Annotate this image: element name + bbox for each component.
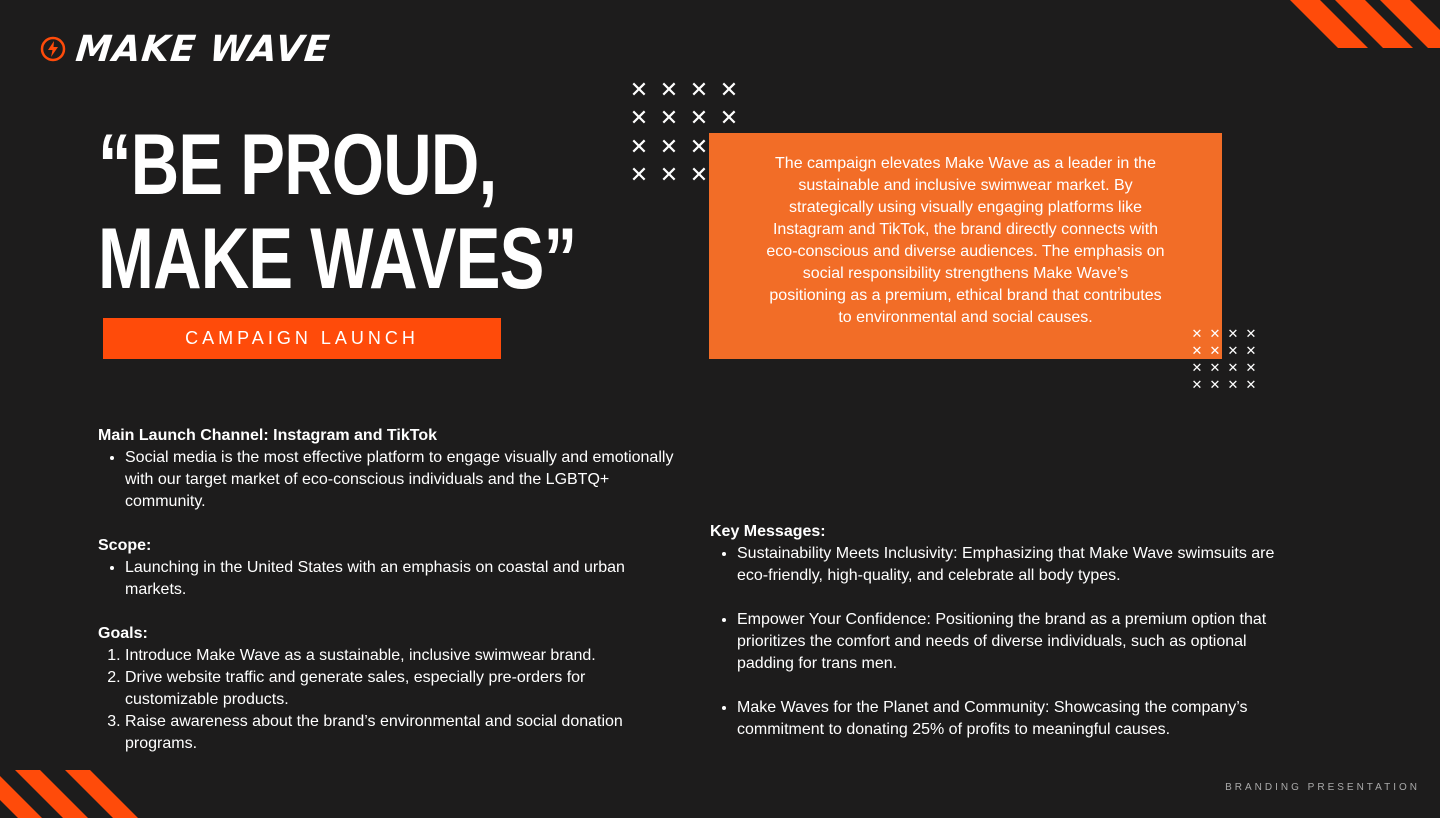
x-mark-icon: ✕ (1227, 327, 1239, 342)
channel-list (98, 447, 678, 513)
x-mark-icon: ✕ (689, 106, 709, 132)
headline-line-2: MAKE WAVES” (98, 211, 577, 307)
key-messages (710, 521, 1290, 741)
x-mark-icon: ✕ (1209, 361, 1221, 376)
goal-item: 2. Drive website traffic and generate sales, especially pre-orders for customizable products. (125, 667, 678, 711)
key-message-item: • Make Waves for the Planet and Community: Showcasing the company’s commitment to donating 25% of profits to meaningful causes. (737, 697, 1290, 741)
logo-wordmark: MAKE WAVE (73, 28, 333, 70)
x-mark-icon: ✕ (1227, 361, 1239, 376)
key-message-item: • Sustainability Meets Inclusivity: Emphasizing that Make Wave swimsuits are eco-friendly, high-quality, and celebrate all body types. (737, 543, 1290, 587)
x-mark-icon: ✕ (629, 77, 649, 103)
x-mark-icon: ✕ (1245, 378, 1257, 393)
x-mark-icon: ✕ (659, 163, 679, 189)
x-mark-icon: ✕ (1227, 378, 1239, 393)
campaign-summary-text: The campaign elevates Make Wave as a leader in the sustainable and inclusive swimwear market. By strategically using visually engaging platforms like Instagram and TikTok, the brand directly connects with eco-conscious and diverse audiences. The emphasis on social responsibility strengthens Make Wave’s positioning as a premium, ethical brand that contributes to environmental and social causes. (766, 155, 1165, 326)
x-mark-icon: ✕ (659, 106, 679, 132)
goal-item: 3. Raise awareness about the brand’s environmental and social donation programs. (125, 711, 678, 755)
x-mark-icon: ✕ (689, 163, 709, 189)
key-messages-heading: Key Messages: (710, 523, 826, 540)
x-mark-icon: ✕ (1209, 344, 1221, 359)
x-mark-icon: ✕ (719, 106, 739, 132)
x-mark-icon: ✕ (1191, 378, 1203, 393)
launch-details (98, 425, 678, 755)
x-mark-icon: ✕ (659, 77, 679, 103)
x-mark-icon: ✕ (1245, 327, 1257, 342)
x-mark-icon: ✕ (1191, 361, 1203, 376)
x-mark-icon: ✕ (1227, 344, 1239, 359)
channel-bullet: • Social media is the most effective platform to engage visually and emotionally with our target market of eco-conscious individuals and the LGBTQ+ community. (125, 447, 678, 513)
x-mark-icon: ✕ (689, 134, 709, 160)
x-mark-icon: ✕ (719, 77, 739, 103)
x-pattern-decoration-small (1188, 326, 1260, 394)
stripes-decoration-top (1280, 0, 1440, 48)
goals-list (98, 645, 678, 755)
x-mark-icon: ✕ (1191, 344, 1203, 359)
stripes-decoration-bottom (0, 770, 160, 818)
scope-bullet: • Launching in the United States with an emphasis on coastal and urban markets. (125, 557, 678, 601)
x-mark-icon: ✕ (629, 106, 649, 132)
campaign-headline (98, 117, 577, 307)
scope-heading: Scope: (98, 537, 152, 554)
x-mark-icon: ✕ (629, 134, 649, 160)
key-message-item: • Empower Your Confidence: Positioning the brand as a premium option that prioritizes the comfort and needs of diverse individuals, such as optional padding for trans men. (737, 609, 1290, 675)
campaign-summary-box (709, 133, 1222, 359)
key-messages-list (710, 543, 1290, 741)
goal-item: 1. Introduce Make Wave as a sustainable, inclusive swimwear brand. (125, 645, 678, 667)
x-mark-icon: ✕ (1245, 344, 1257, 359)
footer-label: BRANDING PRESENTATION (1225, 782, 1420, 793)
x-mark-icon: ✕ (689, 77, 709, 103)
scope-list (98, 557, 678, 601)
campaign-launch-badge: CAMPAIGN LAUNCH (103, 318, 501, 359)
headline-line-1: “BE PROUD, (98, 117, 497, 213)
lightning-bolt-icon (40, 36, 66, 62)
x-mark-icon: ✕ (629, 163, 649, 189)
x-mark-icon: ✕ (1209, 378, 1221, 393)
channel-heading: Main Launch Channel: Instagram and TikTok (98, 427, 438, 444)
x-mark-icon: ✕ (1209, 327, 1221, 342)
x-mark-icon: ✕ (1191, 327, 1203, 342)
brand-logo (40, 24, 333, 74)
x-mark-icon: ✕ (659, 134, 679, 160)
goals-heading: Goals: (98, 625, 148, 642)
x-mark-icon: ✕ (1245, 361, 1257, 376)
